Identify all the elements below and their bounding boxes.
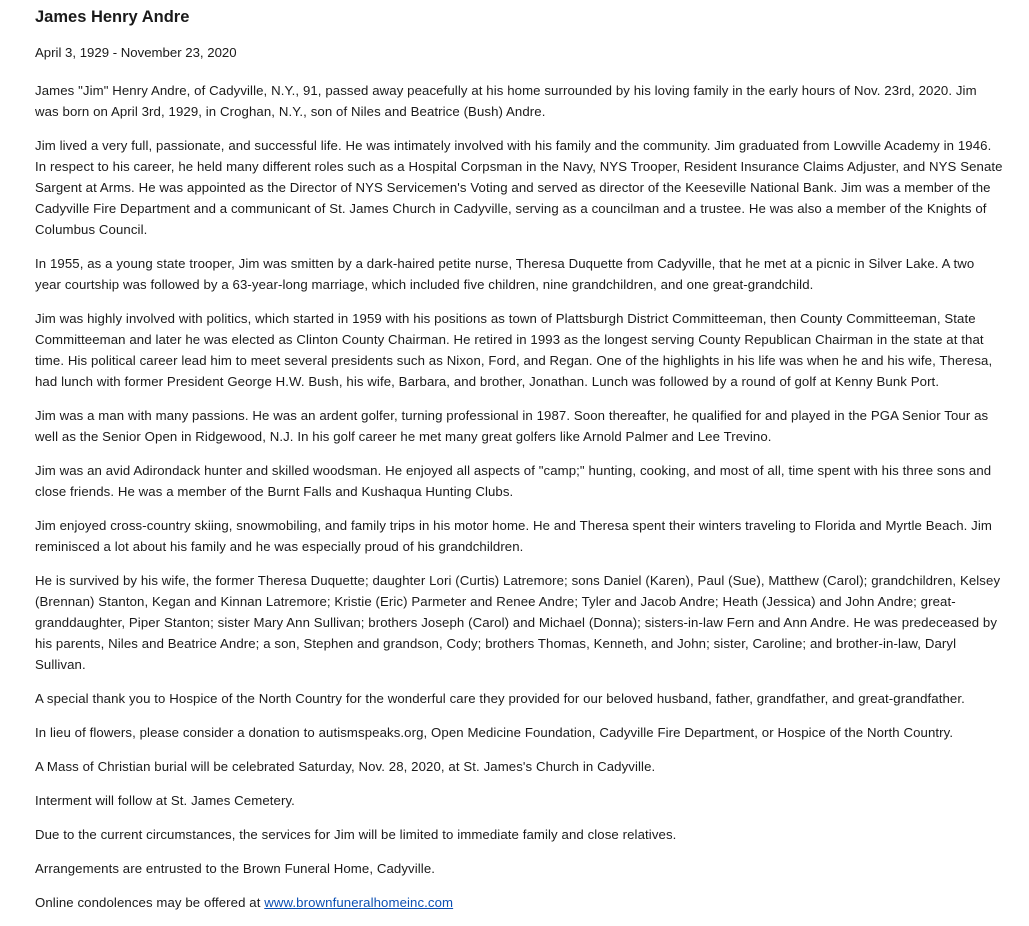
- paragraph-golf: Jim was a man with many passions. He was an ardent golfer, turning professional in 1987. Soon thereafter, he qualified for and played in the PGA Senior Tour as well as the Senior Open in Ridgewood, N.J. In his golf career he met many great golfers like Arnold Palmer and Lee Trevino.: [35, 408, 989, 444]
- life-dates: April 3, 1929 - November 23, 2020: [35, 45, 237, 60]
- paragraph-arrangements: Arrangements are entrusted to the Brown Funeral Home, Cadyville.: [35, 861, 436, 876]
- funeral-home-link[interactable]: www.brownfuneralhomeinc.com: [264, 895, 454, 910]
- condolences-prefix: Online condolences may be offered at: [35, 895, 265, 910]
- paragraph-hobbies: Jim enjoyed cross-country skiing, snowmobiling, and family trips in his motor home. He and Theresa spent their winters traveling to Florida and Myrtle Beach. Jim reminisced a lot about his family and he was especially proud of his grandchildren.: [35, 518, 992, 554]
- paragraph-services: Due to the current circumstances, the services for Jim will be limited to immediate family and close relatives.: [35, 827, 677, 842]
- paragraph-marriage: In 1955, as a young state trooper, Jim was smitten by a dark-haired petite nurse, Theresa Duquette from Cadyville, that he met at a picnic in Silver Lake. A two year courtship was followed by a 63-year-long marriage, which included five children, nine grandchildren, and one great-grandchild.: [35, 256, 975, 292]
- paragraph-thanks: A special thank you to Hospice of the North Country for the wonderful care they provided for our beloved husband, father, grandfather, and great-grandfather.: [35, 691, 965, 706]
- paragraph-survivors: He is survived by his wife, the former Theresa Duquette; daughter Lori (Curtis) Latremore; sons Daniel (Karen), Paul (Sue), Matthew (Carol); grandchildren, Kelsey (Brennan) Stanton, Kegan and Kinnan Latremore; Kristie (Eric) Parmeter and Renee Andre; Tyler and Jacob Andre; Heath (Jessica) and John Andre; great-granddaughter, Piper Stanton; sister Mary Ann Sullivan; brothers Joseph (Carol) and Michael (Donna); sisters-in-law Fern and Ann Andre. He was predeceased by his parents, Niles and Beatrice Andre; a son, Stephen and grandson, Cody; brothers Thomas, Kenneth, and John; sister, Caroline; and brother-in-law, Daryl Sullivan.: [35, 573, 1001, 672]
- paragraph-donations: In lieu of flowers, please consider a donation to autismspeaks.org, Open Medicine Foundation, Cadyville Fire Department, or Hospice of the North Country.: [35, 725, 954, 740]
- paragraph-career: Jim lived a very full, passionate, and successful life. He was intimately involved with his family and the community. Jim graduated from Lowville Academy in 1946. In respect to his career, he held many different roles such as a Hospital Corpsman in the Navy, NYS Trooper, Resident Insurance Claims Adjuster, and NYS Senate Sargent at Arms. He was appointed as the Director of NYS Servicemen's Voting and served as director of the Keeseville National Bank. Jim was a member of the Cadyville Fire Department and a communicant of St. James Church in Cadyville, serving as a councilman and a trustee. He was also a member of the Knights of Columbus Council.: [35, 138, 1003, 237]
- paragraph-hunting: Jim was an avid Adirondack hunter and skilled woodsman. He enjoyed all aspects of "camp;" hunting, cooking, and most of all, time spent with his three sons and close friends. He was a member of the Burnt Falls and Kushaqua Hunting Clubs.: [35, 463, 992, 499]
- page-title: James Henry Andre: [35, 8, 190, 26]
- paragraph-politics: Jim was highly involved with politics, which started in 1959 with his positions as town of Plattsburgh District Committeeman, then County Committeeman, State Committeeman and later he was elected as Clinton County Chairman. He retired in 1993 as the longest serving County Republican Chairman in the state at that time. His political career lead him to meet several presidents such as Nixon, Ford, and Regan. One of the highlights in his life was when he and his wife, Theresa, had lunch with former President George H.W. Bush, his wife, Barbara, and brother, Jonathan. Lunch was followed by a round of golf at Kenny Bunk Port.: [35, 311, 993, 389]
- paragraph-condolences: [35, 892, 1003, 913]
- paragraph-intro: James "Jim" Henry Andre, of Cadyville, N.Y., 91, passed away peacefully at his home surrounded by his loving family in the early hours of Nov. 23rd, 2020. Jim was born on April 3rd, 1929, in Croghan, N.Y., son of Niles and Beatrice (Bush) Andre.: [35, 83, 977, 119]
- paragraph-mass: A Mass of Christian burial will be celebrated Saturday, Nov. 28, 2020, at St. James's Church in Cadyville.: [35, 759, 656, 774]
- obituary-body: [35, 80, 1003, 926]
- paragraph-interment: Interment will follow at St. James Cemetery.: [35, 793, 295, 808]
